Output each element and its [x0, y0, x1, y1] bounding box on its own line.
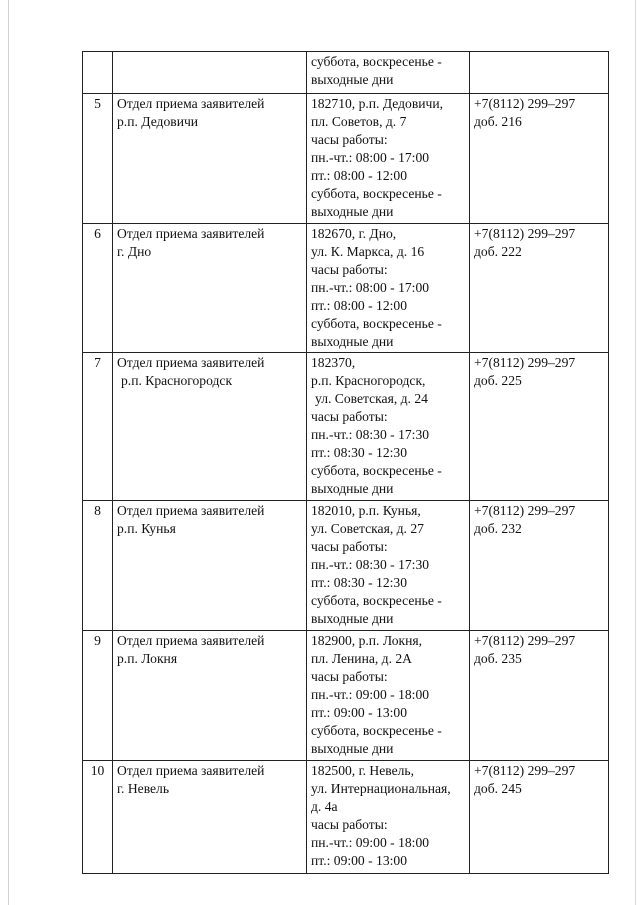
row-number-cell	[83, 353, 113, 501]
phone-line: доб. 225	[474, 373, 522, 388]
row-number: 8	[94, 503, 101, 518]
address-line: часы работы:	[311, 669, 388, 684]
row-number: 10	[90, 763, 105, 778]
address-line: 182900, р.п. Локня,	[311, 633, 423, 648]
row-number-cell	[83, 631, 113, 761]
row-number-cell	[83, 52, 113, 94]
address-line: ул. Интернациональная,	[311, 781, 451, 796]
row-number-cell	[83, 501, 113, 631]
department-line: Отдел приема заявителей	[117, 763, 265, 778]
department-line: Отдел приема заявителей	[117, 633, 265, 648]
offices-table	[82, 51, 609, 874]
address-line: пн.-чт.: 08:00 - 17:00	[311, 280, 430, 295]
department-line: Отдел приема заявителей	[117, 96, 265, 111]
phone-line: доб. 232	[474, 521, 522, 536]
table-row	[83, 224, 609, 353]
row-number: 7	[94, 355, 101, 370]
address-line: р.п. Красногородск,	[311, 373, 426, 388]
address-line: выходные дни	[311, 741, 394, 756]
table-row	[83, 631, 609, 761]
address-cell	[307, 353, 470, 501]
phone-line: +7(8112) 299–297	[474, 355, 576, 370]
table-row	[83, 52, 609, 94]
address-line: пт.: 08:00 - 12:00	[311, 168, 408, 183]
phone-cell	[470, 224, 609, 353]
phone-line: доб. 222	[474, 244, 522, 259]
phone-cell	[470, 353, 609, 501]
phone-cell	[470, 94, 609, 224]
department-line: Отдел приема заявителей	[117, 226, 265, 241]
phone-line: +7(8112) 299–297	[474, 226, 576, 241]
address-line: пт.: 09:00 - 13:00	[311, 705, 408, 720]
phone-line: +7(8112) 299–297	[474, 96, 576, 111]
address-line: пл. Ленина, д. 2А	[311, 651, 412, 666]
department-cell	[113, 631, 307, 761]
address-line: 182710, р.п. Дедовичи,	[311, 96, 444, 111]
address-line: выходные дни	[311, 334, 394, 349]
department-line: г. Дно	[117, 244, 152, 259]
address-line: пн.-чт.: 08:30 - 17:30	[311, 557, 430, 572]
offices-table-body	[83, 52, 609, 874]
address-cell	[307, 631, 470, 761]
address-line: 182010, р.п. Кунья,	[311, 503, 421, 518]
row-number: 9	[94, 633, 101, 648]
address-line: суббота, воскресенье -	[311, 723, 442, 738]
department-line: р.п. Дедовичи	[117, 114, 199, 129]
address-line: пт.: 08:30 - 12:30	[311, 445, 408, 460]
table-row	[83, 353, 609, 501]
row-number-cell	[83, 224, 113, 353]
address-line: 182500, г. Невель,	[311, 763, 415, 778]
address-line: ул. К. Маркса, д. 16	[311, 244, 425, 259]
phone-cell	[470, 761, 609, 874]
address-line: ул. Советская, д. 27	[311, 521, 424, 536]
address-line: часы работы:	[311, 262, 388, 277]
phone-cell	[470, 501, 609, 631]
address-line: пн.-чт.: 08:30 - 17:30	[311, 427, 430, 442]
department-cell	[113, 224, 307, 353]
department-line: Отдел приема заявителей	[117, 503, 265, 518]
address-line: суббота, воскресенье -	[311, 54, 442, 69]
phone-line: +7(8112) 299–297	[474, 763, 576, 778]
table-row	[83, 761, 609, 874]
department-line: г. Невель	[117, 781, 170, 796]
phone-line: доб. 235	[474, 651, 522, 666]
address-line: выходные дни	[311, 481, 394, 496]
phone-cell	[470, 52, 609, 94]
phone-line: +7(8112) 299–297	[474, 503, 576, 518]
address-line: д. 4а	[311, 799, 338, 814]
department-cell	[113, 761, 307, 874]
address-cell	[307, 761, 470, 874]
address-line: пн.-чт.: 09:00 - 18:00	[311, 687, 430, 702]
address-line: суббота, воскресенье -	[311, 463, 442, 478]
address-cell	[307, 501, 470, 631]
address-cell	[307, 94, 470, 224]
row-number: 6	[94, 226, 101, 241]
address-line: пл. Советов, д. 7	[311, 114, 407, 129]
department-line: р.п. Красногородск	[121, 373, 233, 388]
page-edge-left	[8, 0, 9, 905]
address-line: пт.: 09:00 - 13:00	[311, 853, 408, 868]
address-line: часы работы:	[311, 132, 388, 147]
address-line: часы работы:	[311, 817, 388, 832]
row-number-cell	[83, 761, 113, 874]
address-line: часы работы:	[311, 409, 388, 424]
department-line: р.п. Кунья	[117, 521, 176, 536]
phone-line: +7(8112) 299–297	[474, 633, 576, 648]
phone-line: доб. 216	[474, 114, 522, 129]
department-line: р.п. Локня	[117, 651, 178, 666]
page-edge-right	[635, 0, 636, 905]
phone-cell	[470, 631, 609, 761]
address-line: 182370,	[311, 355, 356, 370]
row-number-cell	[83, 94, 113, 224]
row-number: 5	[94, 96, 101, 111]
phone-line: доб. 245	[474, 781, 522, 796]
address-line: выходные дни	[311, 611, 394, 626]
department-cell	[113, 94, 307, 224]
table-row	[83, 501, 609, 631]
address-line: часы работы:	[311, 539, 388, 554]
address-line: выходные дни	[311, 204, 394, 219]
address-line: пн.-чт.: 08:00 - 17:00	[311, 150, 430, 165]
address-line: ул. Советская, д. 24	[315, 391, 428, 406]
address-line: пн.-чт.: 09:00 - 18:00	[311, 835, 430, 850]
address-cell	[307, 224, 470, 353]
address-line: пт.: 08:30 - 12:30	[311, 575, 408, 590]
address-line: выходные дни	[311, 72, 394, 87]
table-row	[83, 94, 609, 224]
department-line: Отдел приема заявителей	[117, 355, 265, 370]
address-line: суббота, воскресенье -	[311, 593, 442, 608]
address-cell	[307, 52, 470, 94]
address-line: пт.: 08:00 - 12:00	[311, 298, 408, 313]
address-line: суббота, воскресенье -	[311, 186, 442, 201]
department-cell	[113, 52, 307, 94]
department-cell	[113, 501, 307, 631]
address-line: 182670, г. Дно,	[311, 226, 397, 241]
department-cell	[113, 353, 307, 501]
address-line: суббота, воскресенье -	[311, 316, 442, 331]
